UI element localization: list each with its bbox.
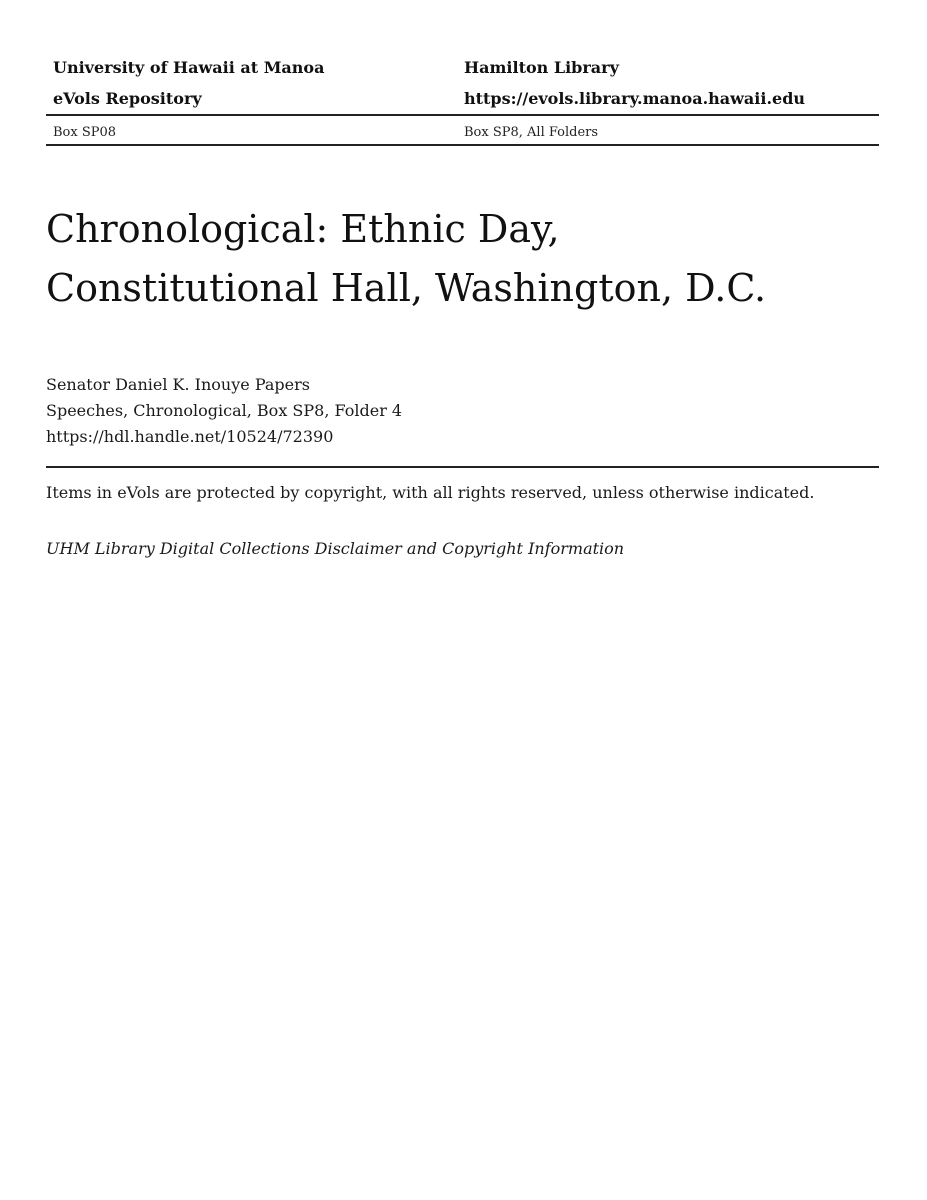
disclaimer-link[interactable]: UHM Library Digital Collections Disclaimer and Copyright Information [46,539,625,558]
header-cell [464,121,879,140]
header-divider-bottom [46,144,879,146]
header-cell [464,89,879,108]
title-line-2: Constitutional Hall, Washington, D.C. [46,266,767,310]
header-cell [46,89,464,108]
repository-url-link[interactable]: https://evols.library.manoa.hawaii.edu [464,89,806,108]
series-info: Speeches, Chronological, Box SP8, Folder 4 [46,401,403,420]
content-divider [46,466,879,468]
library-name: Hamilton Library [464,58,619,77]
title-line-1: Chronological: Ethnic Day, [46,207,560,251]
box-label-right: Box SP8, All Folders [464,124,599,140]
header-cell [46,58,464,77]
document-title [46,200,879,318]
collection-name: Senator Daniel K. Inouye Papers [46,375,310,394]
box-label-left: Box SP08 [53,124,117,140]
header-row-2 [46,83,879,114]
header-row-1 [46,52,879,83]
institution-name: University of Hawaii at Manoa [53,58,325,77]
page-header [46,52,879,146]
copyright-notice: Items in eVols are protected by copyright, with all rights reserved, unless otherwise indicated. [46,483,815,502]
repository-name: eVols Repository [53,89,202,108]
header-cell [46,121,464,140]
document-page [46,0,879,562]
handle-link[interactable]: https://hdl.handle.net/10524/72390 [46,427,334,446]
header-cell [464,58,879,77]
header-row-3 [46,116,879,144]
document-metadata [46,372,879,450]
